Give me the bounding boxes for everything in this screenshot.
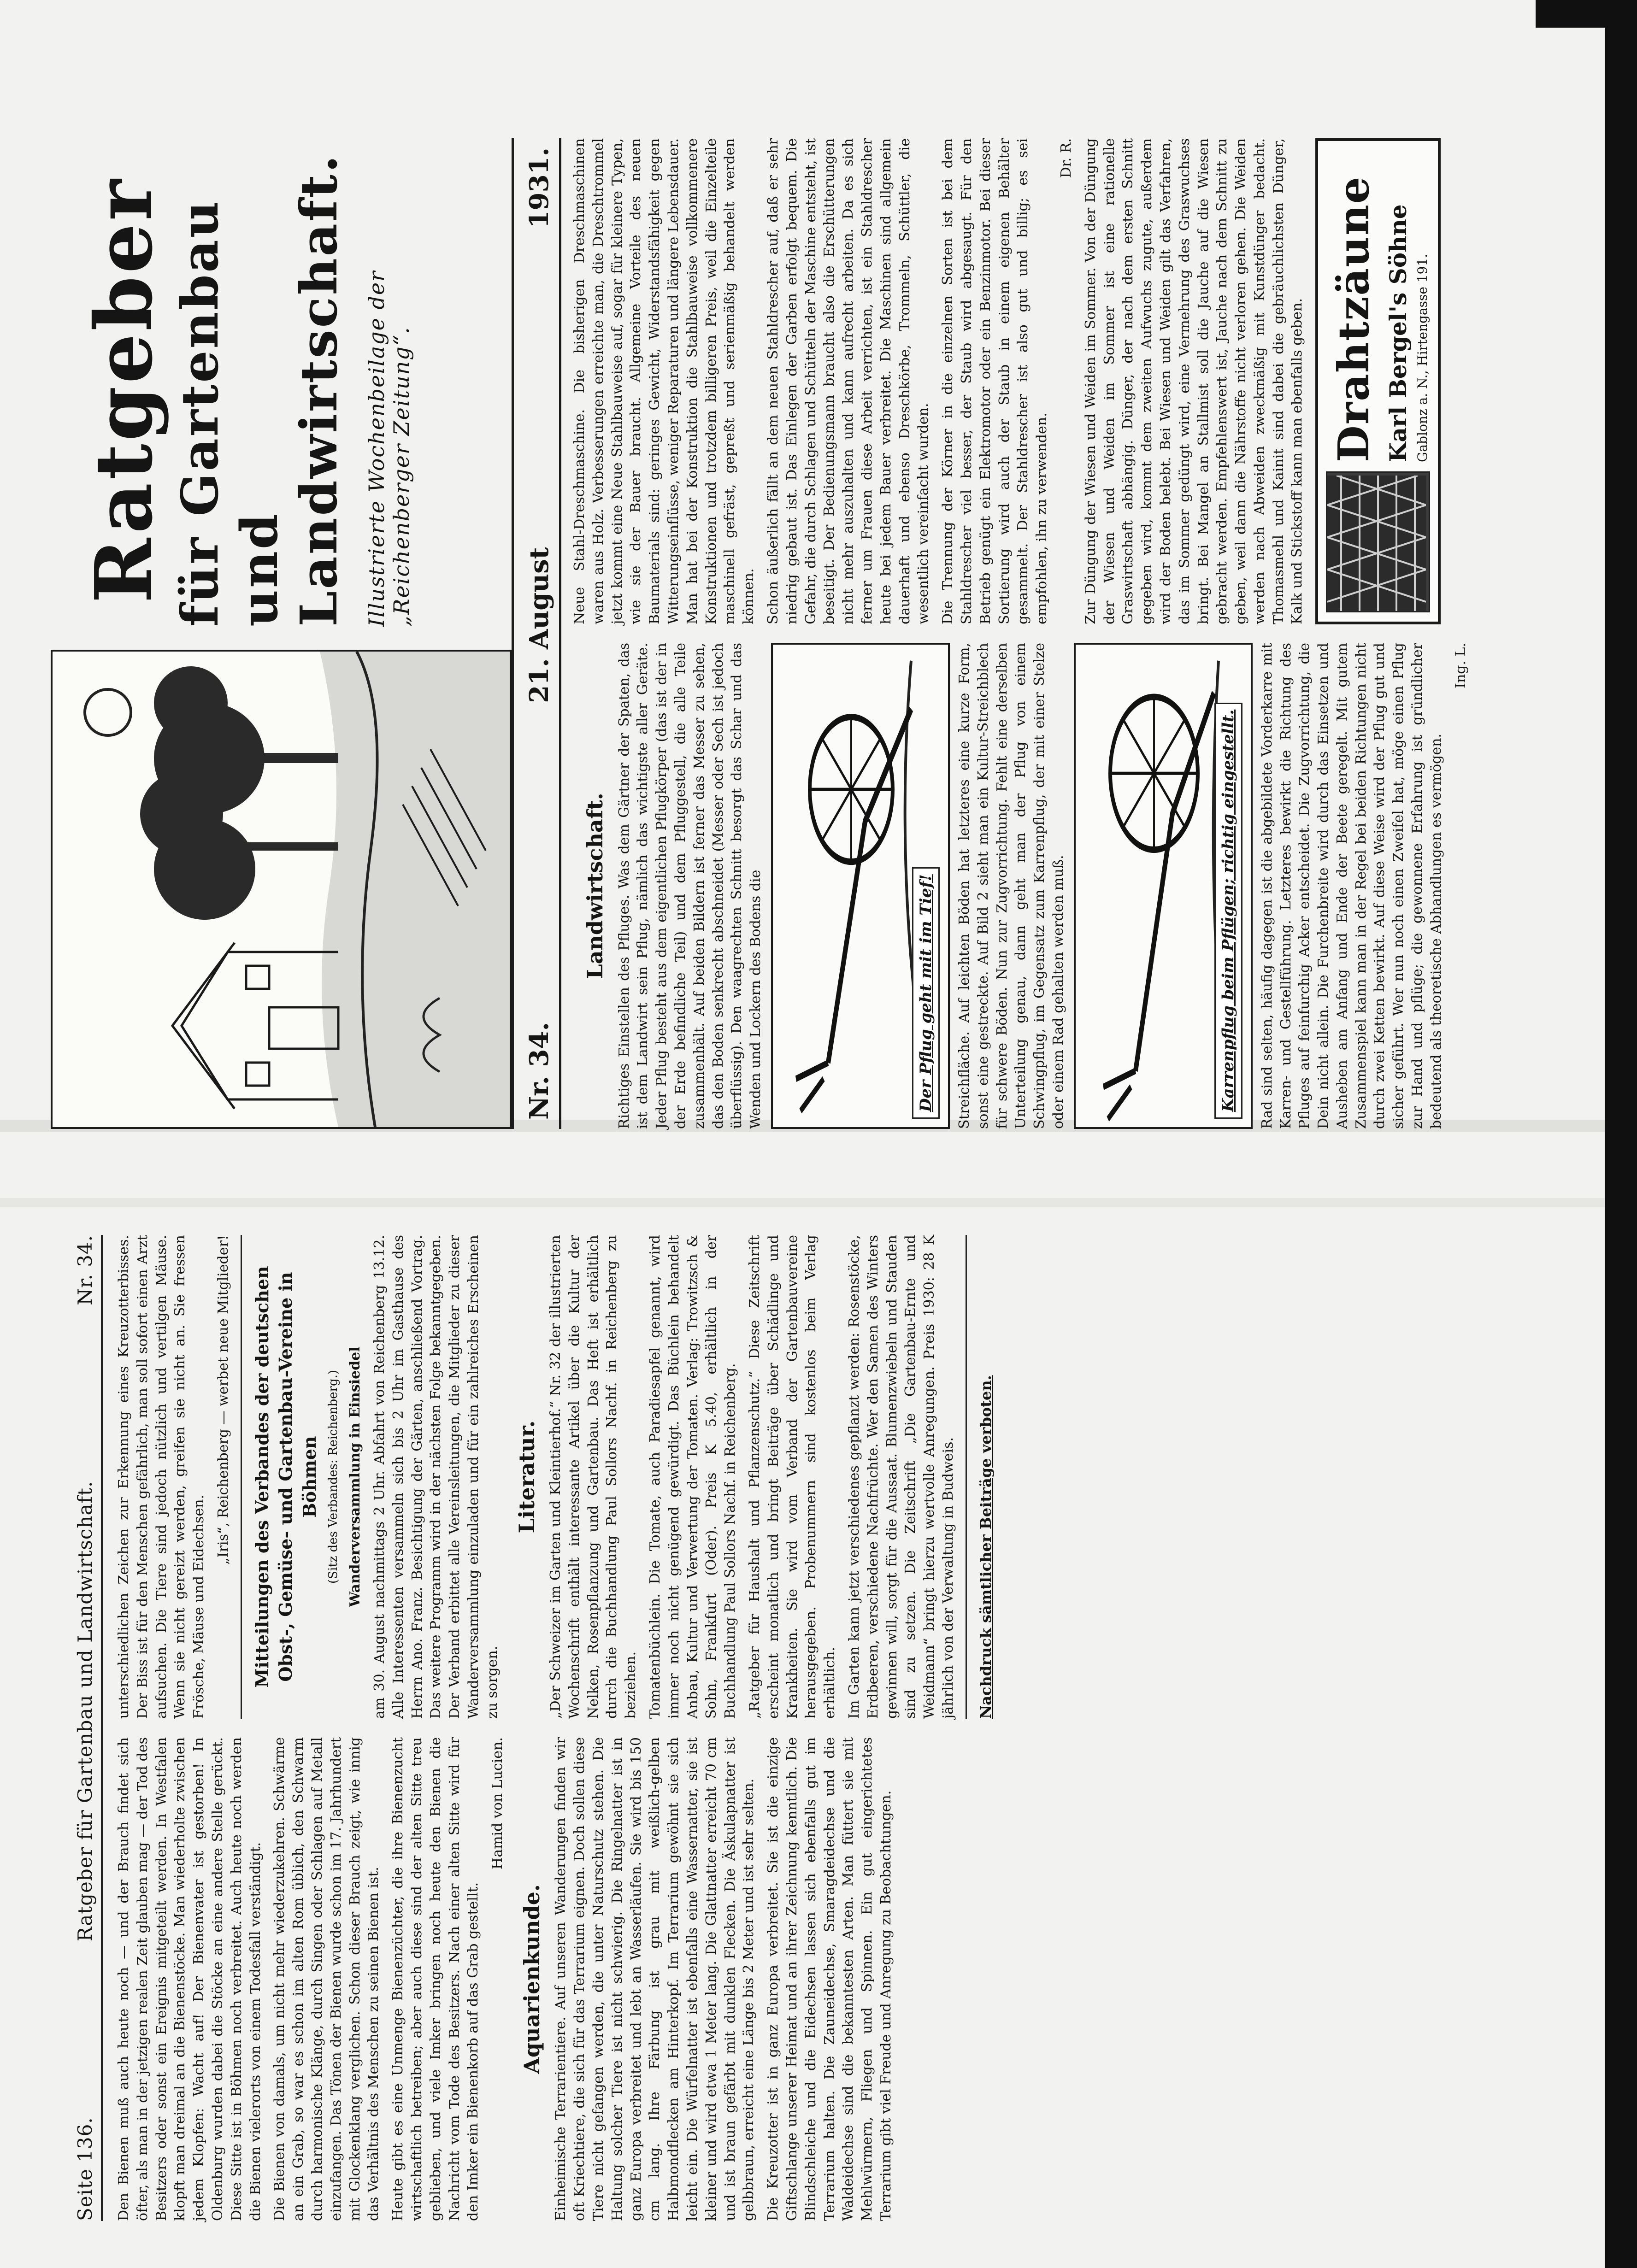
article-bees-part2: Die Bienen von damals, um nicht mehr wiederzukehren. Schwärme an ein Grab, so war es schon im alten Rom üblich, den Schwarm durch harmonische Klänge, durch Singen oder Schlagen auf Metall einzufangen. Das Tönen der Bienen wurde schon im 17. Jahrhundert mit Glockenklang verglichen. Schon dieser Brauch zeigt, wie innig das Verhältnis des Menschen zu seinen Bienen ist. (271, 1737, 382, 2221)
article-terrarium-part1: Einheimische Terrarientiere. Auf unseren Wanderungen finden wir oft Kriechtiere, die sich für das Terrarium eignen. Doch sollen diese Tiere nicht gefangen werden, die unter Naturschutz stehen. Die Haltung solcher Tiere ist nicht schwierig. Die Ringelnatter ist in ganz Europa verbreitet und lebt an Wasserläufen. Sie wird bis 150 cm lang. Ihre Färbung ist grau mit weißlich-gelben Halbmondflecken am Hinterkopf. Im Terrarium gewöhnt sie sich leicht ein. Die Würfelnatter ist ebenfalls eine Wassernatter, sie ist kleiner und wird etwa 1 Meter lang. Die Glattnatter erreicht 70 cm und ist braun gefärbt mit dunklen Flecken. Die Äskulapnatter ist gelbbraun, erreicht eine Länge bis 2 Meter und ist sehr selten. (553, 1737, 757, 2221)
author-signature: Dr. R. (1058, 138, 1074, 178)
issue-number: Nr. 34. (74, 1235, 96, 1305)
farm-scene-icon (53, 652, 510, 1127)
literature-heading: Literatur. (514, 1420, 539, 1534)
issue-year: 1931. (524, 147, 554, 229)
column-threshing (571, 138, 1441, 624)
running-title: Ratgeber für Gartenbau und Landwirtschaft. (74, 1481, 96, 1942)
meeting-heading: Wanderversammlung in Einsiedel (347, 1346, 364, 1607)
advertisement-text (1325, 176, 1431, 462)
inner-columns (115, 1235, 996, 2221)
plow-figure-2 (1074, 643, 1253, 1129)
article-threshing-part3: Die Trennung der Körner in die einzelnen Sorten ist bei dem Stahldrescher viel besser, der Staub wird abgesaugt. Für den Betrieb genügt ein Elektromotor oder ein Benzinmotor. Bei dieser Sortierung wird auch der Staub in einem eigenen Behälter gesammelt. Der Stahldrescher ist also gut und billig; es sei empfohlen, ihn zu verwenden. (940, 138, 1050, 624)
fence-icon (1326, 471, 1430, 612)
article-plow-part3: Rad sind selten, häufig dagegen ist die abgebildete Vorderkarre mit Karren- und Gestellführung. Letzteres bewirkt die Richtung des Pfluges auf feinfurchig Acker entscheidet. Die Zugvorrichtung, die Dein nicht allein. Die Furchenbreite wird durch das Einsetzen und Ausheben am Anfang und Ende der Beete geregelt. Mit gutem Zusammenspiel kann man in der Regel bei beiden Richtungen nicht durch zwei Ketten bewirkt. Auf diese Weise wird der Pflug gut und sicher geführt. Wer nun noch einen Zweifel hat, möge einen Pflug zur Hand und pflüge; die gewonnene Erfahrung ist gründlicher bedeutend als theoretische Abhandlungen es vermögen. (1259, 643, 1444, 1129)
meeting-announcement: am 30. August nachmittags 2 Uhr. Abfahrt von Reichenberg 13.12. Alle Interessenten versammeln sich bis 2 Uhr im Gasthause des Herrn Ano. Franz. Besichtigung der Gärten, anschließend Vortrag. Das weitere Programm wird in der nächsten Folge bekanntgegeben. Der Verband erbittet alle Vereinsleitungen, die Mitglieder zu dieser Wanderversammlung einzuladen und für ein zahlreiches Erscheinen zu sorgen. (371, 1235, 501, 1719)
ad-firm: Karl Bergel's Söhne (1384, 204, 1412, 462)
association-heading: Mitteilungen des Verbandes der deutschen Obst-, Gemüse- und Gartenbau-Vereine in Böhmen (251, 1266, 320, 1688)
scan-corner (1536, 0, 1637, 28)
issue-number: Nr. 34. (524, 1022, 554, 1120)
article-threshing-part1: Neue Stahl-Dreschmaschine. Die bisherigen Dreschmaschinen waren aus Holz. Verbesserungen erreichte man, die Dreschtrommel jetzt kommt eine Neue Stahlbauweise auf, sogar für kleinere Typen, wie sie der Bauer braucht. Allgemeine Vorteile des neuen Baumaterials sind: geringes Gewicht, Widerstandsfähigkeit gegen Witterungseinflüsse, weniger Reparaturen und längere Lebensdauer. Man hat bei der Konstruktion die Stahlbauweise vollkommenere Konstruktionen und trotzdem billigeren Preis, weil die Einzelteile maschinell gefräst, gepreßt und serienmäßig behandelt werden können. (571, 138, 757, 624)
supplement-line: Illustrierte Wochenbeilage der „Reichenberger Zeitung“. (364, 270, 414, 627)
column-bees-aquarium (115, 1737, 901, 2221)
article-plow-part2: Streichfläche. Auf leichten Böden hat letzteres eine kurze Form, sonst eine gestreckte. Auf Bild 2 sieht man ein Kultur-Streichblech für schwere Böden. Nun zur Zugvorrichtung. Fehlt eine derselben Unterteilung genau, dann geht man der Pflug von einem Schwingpflug, im Gegensatz zum Karrenpflug, der mit einer Stelze oder einem Rad gehalten werden muß. (956, 643, 1066, 1129)
article-plow-part1: Richtiges Einstellen des Pfluges. Was dem Gärtner der Spaten, das ist dem Landwirt sein Pflug, nämlich das wichtigste aller Geräte. Jeder Pflug besteht aus dem eigentlichen Pflugkörper (das ist der in der Erde befindliche Teil) und dem Pfluggestell, die alle Teile zusammenhält. Auf beiden Bildern ist ferner das Messer zu sehen, das den Boden senkrecht abschneidet (Messer oder Sech ist jedoch überflüssig). Den waagrechten Schnitt besorgt das Schar und das Wenden und Lockern des Bodens die (616, 643, 764, 1129)
scan-border (1605, 0, 1637, 2268)
association-note: (Sitz des Verbandes: Reichenberg.) (326, 1369, 340, 1584)
ad-title: Drahtzäune (1328, 176, 1378, 462)
plow-figure-1 (771, 643, 950, 1129)
reprint-notice: Nachdruck sämtlicher Beiträge verboten. (977, 1375, 995, 1719)
issue-date: 21. August (524, 547, 554, 703)
author-signature: Ing. L. (1452, 643, 1469, 688)
newspaper-subtitle: für Gartenbau und Landwirtschaft. (170, 153, 348, 627)
article-meadow-fertilizing: Zur Düngung der Wiesen und Weiden im Sommer. Von der Düngung der Wiesen und Weiden im Sommer ist eine rationelle Graswirtschaft abhängig. Dünger, der nach dem ersten Schnitt gegeben wird, kommt dem zweiten Aufwuchs zugute, außerdem wird der Boden belebt. Bei Wiesen und Weiden gilt das Verfahren, das im Sommer gedüngt wird, eine Vermehrung des Graswuchses bringt. Bei Mangel an Stallmist soll die Jauche auf die Wiesen gebracht werden. Empfehlenswert ist, Jauche nach dem Schnitt zu geben, weil dann die Nährstoffe nicht verloren gehen. Die Weiden werden nach Abweiden zweckmäßig mit Kunstdünger bedacht. Thomasmehl und Kainit sind dabei die gebräuchlichsten Dünger, Kalk und Stickstoff kann man ebenfalls geben. (1082, 138, 1306, 624)
article-bees-part3: Heute gibt es eine Unmenge Bienenzüchter, die ihre Bienenzucht wirtschaftlich betreiben; aber auch diese sind der alten Sitte treu geblieben, und viele Imker bringen noch heute den Bienen die Nachricht vom Tode des Besitzers. Nach einer alten Sitte wird für den Imker ein Bienenkorb auf das Grab gestellt. (390, 1737, 482, 2221)
front-page (51, 138, 1599, 1129)
masthead (51, 138, 514, 1129)
article-bees-part1: Den Bienen muß auch heute noch — und der Brauch findet sich öfter, als man in der jetzigen realen Zeit glauben mag — der Tod des Besitzers oder sonst ein Ereignis mitgeteilt werden. In Westfalen klopft man dreimal an die Bienenstöcke. Man wiederholte zwischen jedem Klopfen: Wacht auf! Der Bienenvater ist gestorben! In Oldenburg wurden dabei die Stöcke an eine andere Stelle gerückt. Diese Sitte ist in Böhmen noch verbreitet. Auch heute noch werden die Bienen vielerorts von einem Todesfall verständigt. (116, 1737, 264, 2221)
section-heading: Aquarienkunde. (519, 1884, 544, 2074)
article-snakes-end: unterschiedlichen Zeichen zur Erkennung eines Kreuzotterbisses. Der Biss ist für den Menschen gefährlich, man soll sofort einen Arzt aufsuchen. Die Tiere sind jedoch nützlich und vertilgen Mäuse. Wenn sie nicht gereizt werden, greifen sie nicht an. Sie fressen Frösche, Mäuse und Eidechsen. (116, 1235, 207, 1719)
masthead-illustration (51, 650, 512, 1129)
column-agriculture (571, 643, 1476, 1129)
association-signature: „Iris“, Reichenberg — werbet neue Mitglieder! (215, 1235, 231, 1565)
literature-item-4: Im Garten kann jetzt verschiedenes gepflanzt werden: Rosenstöcke, Erdbeeren, verschiedene Nachfrüchte. Wer den Samen des Winters gewinnen will, sorgt für die Aussaat. Blumenzwiebeln und Stauden sind zu setzen. Die Zeitschrift „Die Gartenbau-Ernte und Weidmann“ bringt hierzu wertvolle Anregungen. Preis 1930: 28 K jährlich von der Verwaltung in Budweis. (846, 1235, 957, 1719)
page-number: Seite 136. (74, 2117, 96, 2221)
inner-page (74, 1235, 1549, 2221)
literature-item-1: „Der Schweizer im Garten und Kleintierhof.“ Nr. 32 der illustrierten Wochenschrift enthält interessante Artikel über die Kultur der Nelken, Rosenpflanzung und Gartenbau. Das Heft ist erhältlich durch die Buchhandlung Paul Sollors Nachf. in Reichenberg zu beziehen. (548, 1235, 639, 1719)
masthead-text (51, 135, 512, 650)
section-heading: Landwirtschaft. (583, 793, 607, 979)
page-fold-shadow (0, 1198, 1605, 1207)
running-head (74, 1235, 103, 2221)
article-threshing-part2: Schon äußerlich fällt an dem neuen Stahldrescher auf, daß er sehr niedrig gebaut ist. Das Einlegen der Garben erfolgt bequem. Die Gefahr, die durch Schlagen und Schütteln der Maschine entsteht, ist beseitigt. Der Bedienungsmann braucht also die Erschütterungen nicht mehr auszuhalten und kann aufrecht arbeiten. Da es sich ferner um Frauen diese Arbeit verrichten, ist ein Stahldrescher heute bei jedem Bauer verbreitet. Die Maschinen sind allgemein dauerhaft und ebenso Dreschkörbe, Trommeln, Schüttler, die wesentlich vereinfacht wurden. (765, 138, 932, 624)
figure-caption: Karrenpflug beim Pflügen; richtig eingestellt. (1214, 703, 1242, 1119)
divider (241, 1235, 242, 1719)
front-columns (571, 138, 1476, 1129)
column-association-literature (115, 1235, 996, 1719)
divider (966, 1235, 967, 1719)
figure-caption: Der Pflug geht mit im Tief! (912, 867, 940, 1119)
advertisement-wire-fences (1315, 138, 1441, 624)
article-terrarium-part2: Die Kreuzotter ist in ganz Europa verbreitet. Sie ist die einzige Giftschlange unserer Heimat und an ihrer Zeichnung kenntlich. Die Blindschleiche und die Eidechsen lassen sich ebenfalls gut im Terrarium halten. Die Zauneidechse, Smaragdeidechse und die Waldeidechse sind die bekanntesten Arten. Man füttert sie mit Mehlwürmern, Fliegen und Spinnen. Ein gut eingerichtetes Terrarium gibt viel Freude und Anregung zu Beobachtungen. (765, 1737, 895, 2221)
literature-item-2: Tomatenbüchlein. Die Tomate, auch Paradiesapfel genannt, wird immer noch nicht genügend gewürdigt. Das Büchlein behandelt Anbau, Kultur und Verwertung der Tomaten. Verlag: Trowitzsch & Sohn, Frankfurt (Oder). Preis K 5.40, erhältlich in der Buchhandlung Paul Sollors Nachf. in Reichenberg. (647, 1235, 739, 1719)
author-signature: Hamid von Lucien. (489, 1737, 506, 1869)
newspaper-title: Ratgeber (78, 176, 170, 604)
literature-item-3: „Ratgeber für Haushalt und Pflanzenschutz.“ Diese Zeitschrift erscheint monatlich und bringt Beiträge über Schädlinge und Krankheiten. Sie wird vom Verband der Gartenbauvereine herausgegeben. Probenummern sind kostenlos beim Verlag erhältlich. (747, 1235, 838, 1719)
ad-address: Gablonz a. N., Hirtengasse 191. (1414, 253, 1430, 462)
issue-line (521, 138, 561, 1129)
